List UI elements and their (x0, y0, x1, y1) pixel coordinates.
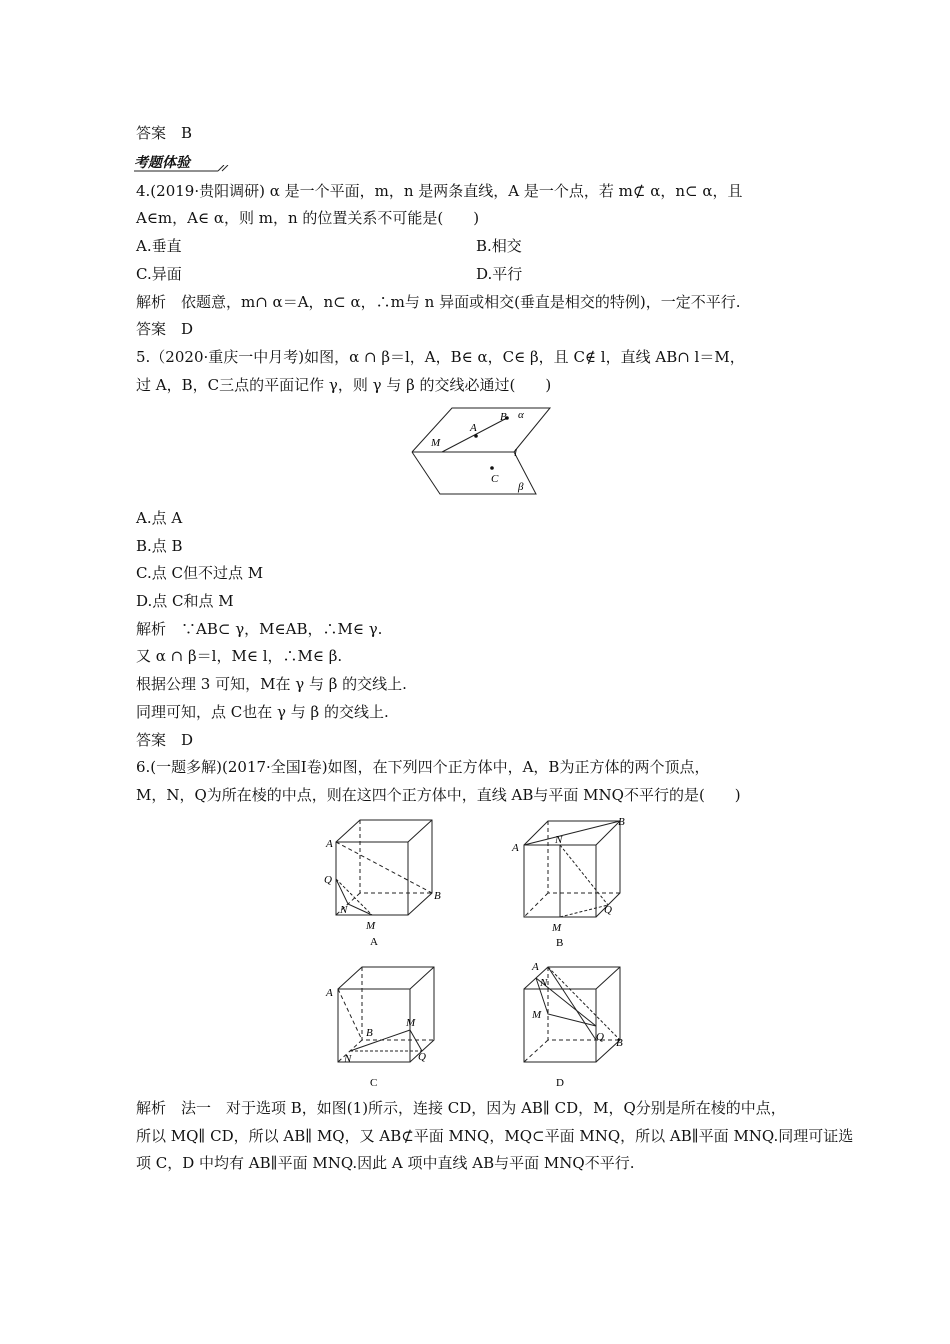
q6-caption-c: C (370, 1077, 378, 1089)
q6-analysis-3: 项 C，D 中均有 AB∥平面 MNQ.因此 A 项中直线 AB与平面 MNQ不平行. (136, 1154, 635, 1172)
q6d-label-q: Q (596, 1031, 604, 1043)
q6-cube-b (508, 815, 648, 951)
q4-answer: 答案 D (136, 320, 194, 338)
previous-answer: 答案 B (136, 124, 193, 142)
q4-analysis: 解析 依题意，m∩ α＝A，n⊂ α，∴m与 n 异面或相交(垂直是相交的特例)，一定不平行. (136, 293, 741, 311)
q4-option-a: A.垂直 (136, 237, 182, 255)
q5-label-a: A (470, 422, 477, 434)
q5-analysis-3: 根据公理 3 可知，M在 γ 与 β 的交线上. (136, 675, 407, 693)
q5-answer: 答案 D (136, 731, 194, 749)
q5-label-c: C (491, 473, 499, 485)
q5-label-b: B (500, 411, 507, 423)
q6a-label-n: N (340, 904, 348, 916)
section-title: 考题体验 (134, 155, 190, 171)
q6-analysis-2: 所以 MQ∥ CD，所以 AB∥ MQ，又 AB⊄平面 MNQ，MQ⊂平面 MNQ，所以 AB∥平面 MNQ.同理可证选 (136, 1127, 854, 1145)
q5-label-alpha: α (518, 409, 524, 421)
q4-option-d: D.平行 (476, 265, 523, 283)
q6c-label-m: M (406, 1017, 416, 1029)
q6a-label-m: M (366, 920, 376, 932)
q6-caption-a: A (370, 936, 378, 948)
q4-option-c: C.异面 (136, 265, 182, 283)
q6d-label-n: N (540, 977, 548, 989)
q6-cube-a (318, 815, 458, 951)
q6-caption-b: B (556, 937, 564, 949)
section-title-underline (132, 165, 242, 179)
q6-cube-c (318, 962, 458, 1098)
q6c-label-q: Q (418, 1051, 426, 1063)
q5-label-l: l (514, 447, 518, 459)
q6b-label-q: Q (604, 904, 612, 916)
q6b-label-n: N (555, 834, 563, 846)
q5-analysis-1: 解析 ∵AB⊂ γ，M∈AB，∴M∈ γ. (136, 620, 383, 638)
q5-option-b: B.点 B (136, 537, 183, 555)
q6-analysis-1: 解析 法一 对于选项 B，如图(1)所示，连接 CD，因为 AB∥ CD，M，Q分别是所在棱的中点， (136, 1099, 786, 1117)
q6d-label-m: M (532, 1009, 542, 1021)
q6-cube-d (508, 962, 648, 1098)
q5-option-d: D.点 C和点 M (136, 592, 234, 610)
q6c-label-n: N (344, 1053, 352, 1065)
q6c-label-b: B (366, 1027, 373, 1039)
q5-analysis-2: 又 α ∩ β＝l，M∈ l，∴M∈ β. (136, 647, 343, 665)
q6b-label-a: A (512, 842, 519, 854)
q5-analysis-4: 同理可知，点 C也在 γ 与 β 的交线上. (136, 703, 389, 721)
q6b-label-m: M (552, 922, 562, 934)
q5-stem-line2: 过 A，B，C三点的平面记作 γ，则 γ 与 β 的交线必通过( ) (136, 376, 552, 394)
q5-label-beta: β (518, 481, 524, 493)
q6-caption-d: D (556, 1077, 564, 1089)
q6-stem-line2: M，N，Q为所在棱的中点，则在这四个正方体中，直线 AB与平面 MNQ不平行的是( ) (136, 786, 741, 804)
q4-option-b: B.相交 (476, 237, 522, 255)
q6a-label-a: A (326, 838, 333, 850)
q4-stem-line2: A∈m，A∈ α，则 m，n 的位置关系不可能是( ) (136, 209, 480, 227)
q6b-label-b: B (618, 816, 625, 828)
q5-option-a: A.点 A (136, 509, 183, 527)
q6a-label-b: B (434, 890, 441, 902)
q6a-label-q: Q (324, 874, 332, 886)
q5-option-c: C.点 C但不过点 M (136, 564, 264, 582)
q6-stem-line1: 6.(一题多解)(2017·全国Ⅰ卷)如图，在下列四个正方体中，A，B为正方体的两个顶点， (136, 758, 710, 776)
q5-planes-figure (400, 400, 560, 508)
q5-stem-line1: 5.（2020·重庆一中月考)如图，α ∩ β＝l，A，B∈ α，C∈ β，且 C∉ l，直线 AB∩ l＝M， (136, 348, 745, 366)
q6d-label-a: A (532, 962, 539, 973)
q6c-label-a: A (326, 987, 333, 999)
q6d-label-b: B (616, 1037, 623, 1049)
q4-stem-line1: 4.(2019·贵阳调研) α 是一个平面，m，n 是两条直线，A 是一个点，若 m⊄ α，n⊂ α，且 (136, 182, 743, 200)
q5-label-m: M (431, 437, 441, 449)
